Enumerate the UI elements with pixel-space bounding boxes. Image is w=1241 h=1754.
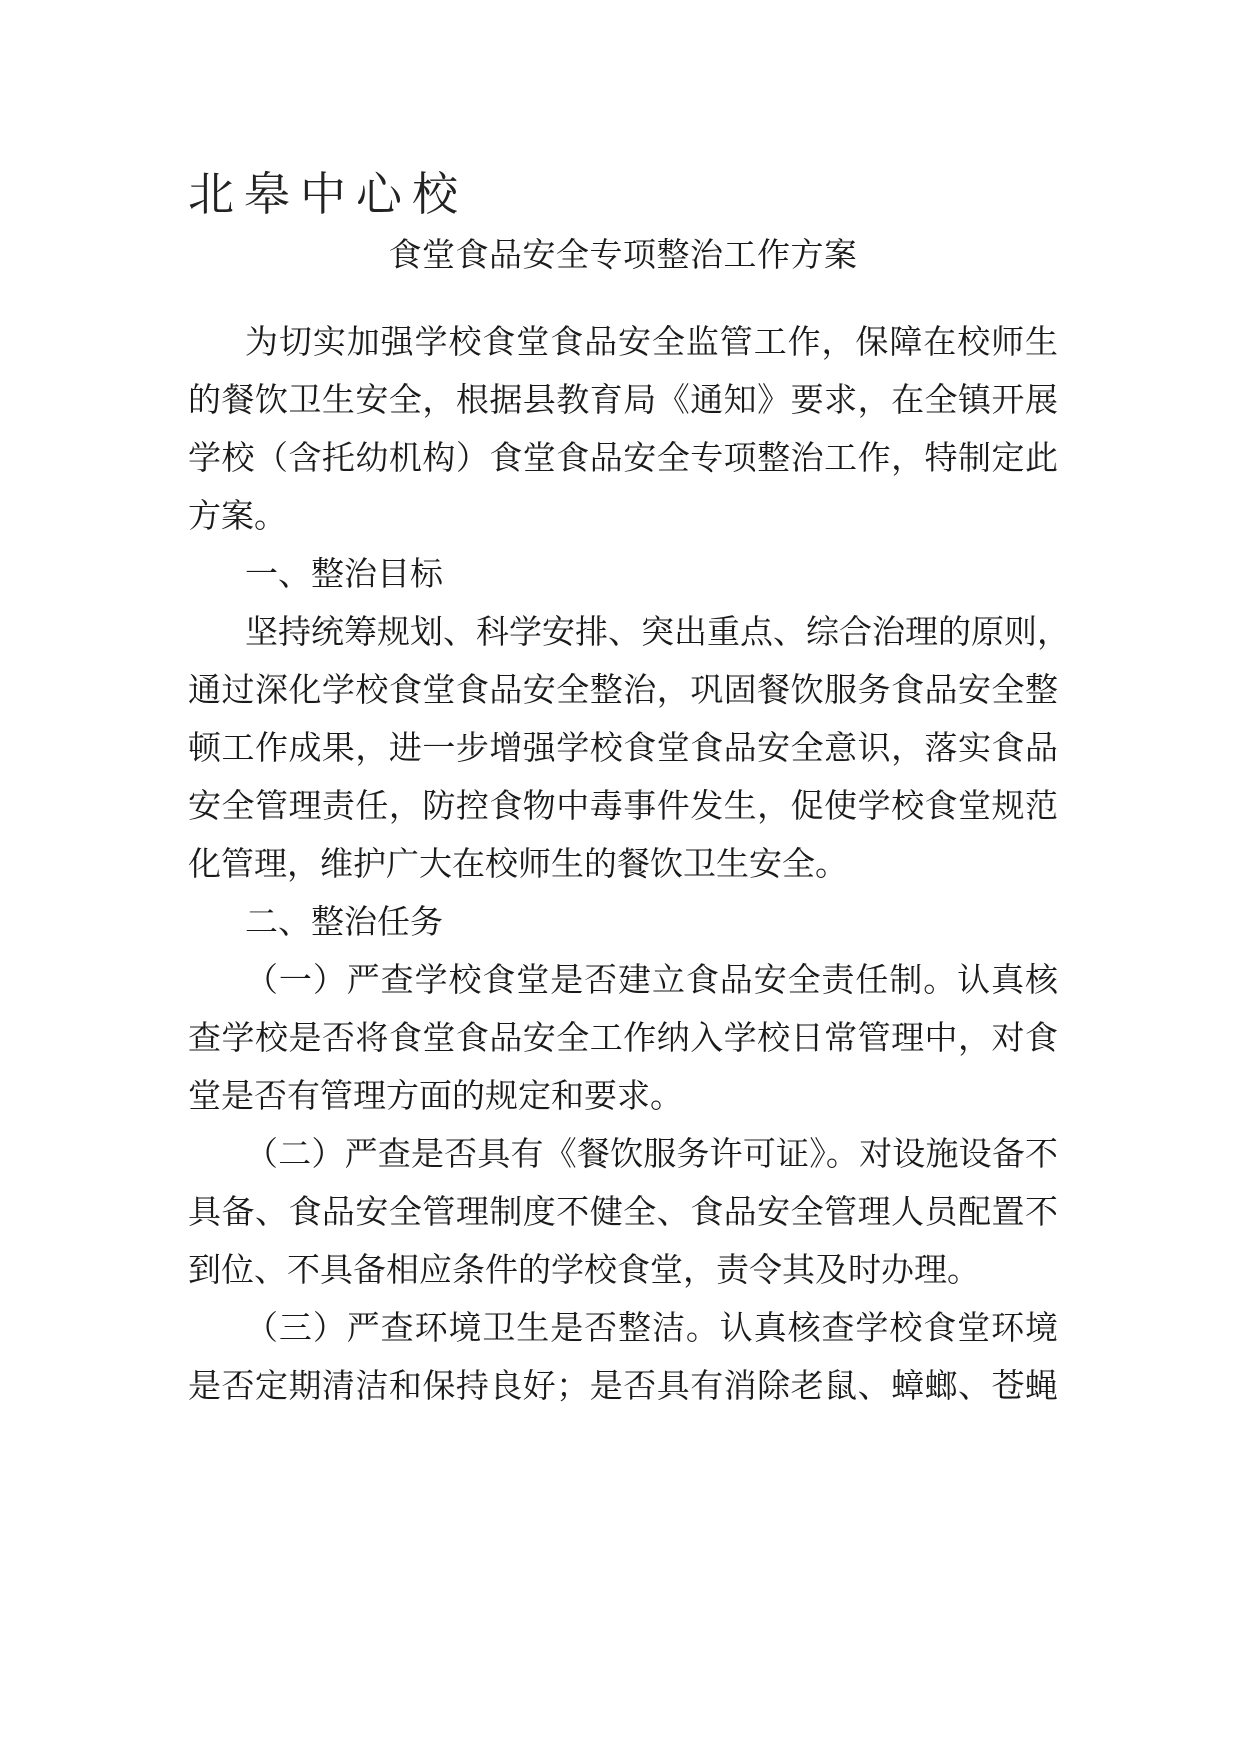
paragraph-line: 通过深化学校食堂食品安全整治，巩固餐饮服务食品安全整 (188, 670, 1058, 709)
paragraph-line: 为切实加强学校食堂食品安全监管工作，保障在校师生 (245, 322, 1058, 361)
paragraph-line: 的餐饮卫生安全，根据县教育局《通知》要求，在全镇开展 (188, 380, 1058, 419)
document-title: 食堂食品安全专项整治工作方案 (388, 235, 858, 274)
section-heading: 一、整治目标 (245, 554, 443, 593)
paragraph-line: 堂是否有管理方面的规定和要求。 (188, 1076, 683, 1115)
paragraph-line: 化管理，维护广大在校师生的餐饮卫生安全。 (188, 844, 848, 883)
paragraph-line: 到位、不具备相应条件的学校食堂，责令其及时办理。 (188, 1250, 980, 1289)
paragraph-line: （三）严查环境卫生是否整洁。认真核查学校食堂环境 (245, 1308, 1058, 1347)
section-heading: 二、整治任务 (245, 902, 443, 941)
paragraph-line: （二）严查是否具有《餐饮服务许可证》。对设施设备不 (245, 1134, 1058, 1173)
paragraph-line: 学校（含托幼机构）食堂食品安全专项整治工作，特制定此 (188, 438, 1058, 477)
paragraph-line: 坚持统筹规划、科学安排、突出重点、综合治理的原则， (245, 612, 1070, 651)
paragraph-line: 方案。 (188, 496, 287, 535)
paragraph-line: 顿工作成果，进一步增强学校食堂食品安全意识，落实食品 (188, 728, 1058, 767)
paragraph-line: 查学校是否将食堂食品安全工作纳入学校日常管理中，对食 (188, 1018, 1058, 1057)
school-name: 北皋中心校 (188, 167, 468, 221)
paragraph-line: （一）严查学校食堂是否建立食品安全责任制。认真核 (245, 960, 1058, 999)
paragraph-line: 安全管理责任，防控食物中毒事件发生，促使学校食堂规范 (188, 786, 1058, 825)
paragraph-line: 具备、食品安全管理制度不健全、食品安全管理人员配置不 (188, 1192, 1058, 1231)
paragraph-line: 是否定期清洁和保持良好；是否具有消除老鼠、蟑螂、苍蝇 (188, 1366, 1058, 1405)
